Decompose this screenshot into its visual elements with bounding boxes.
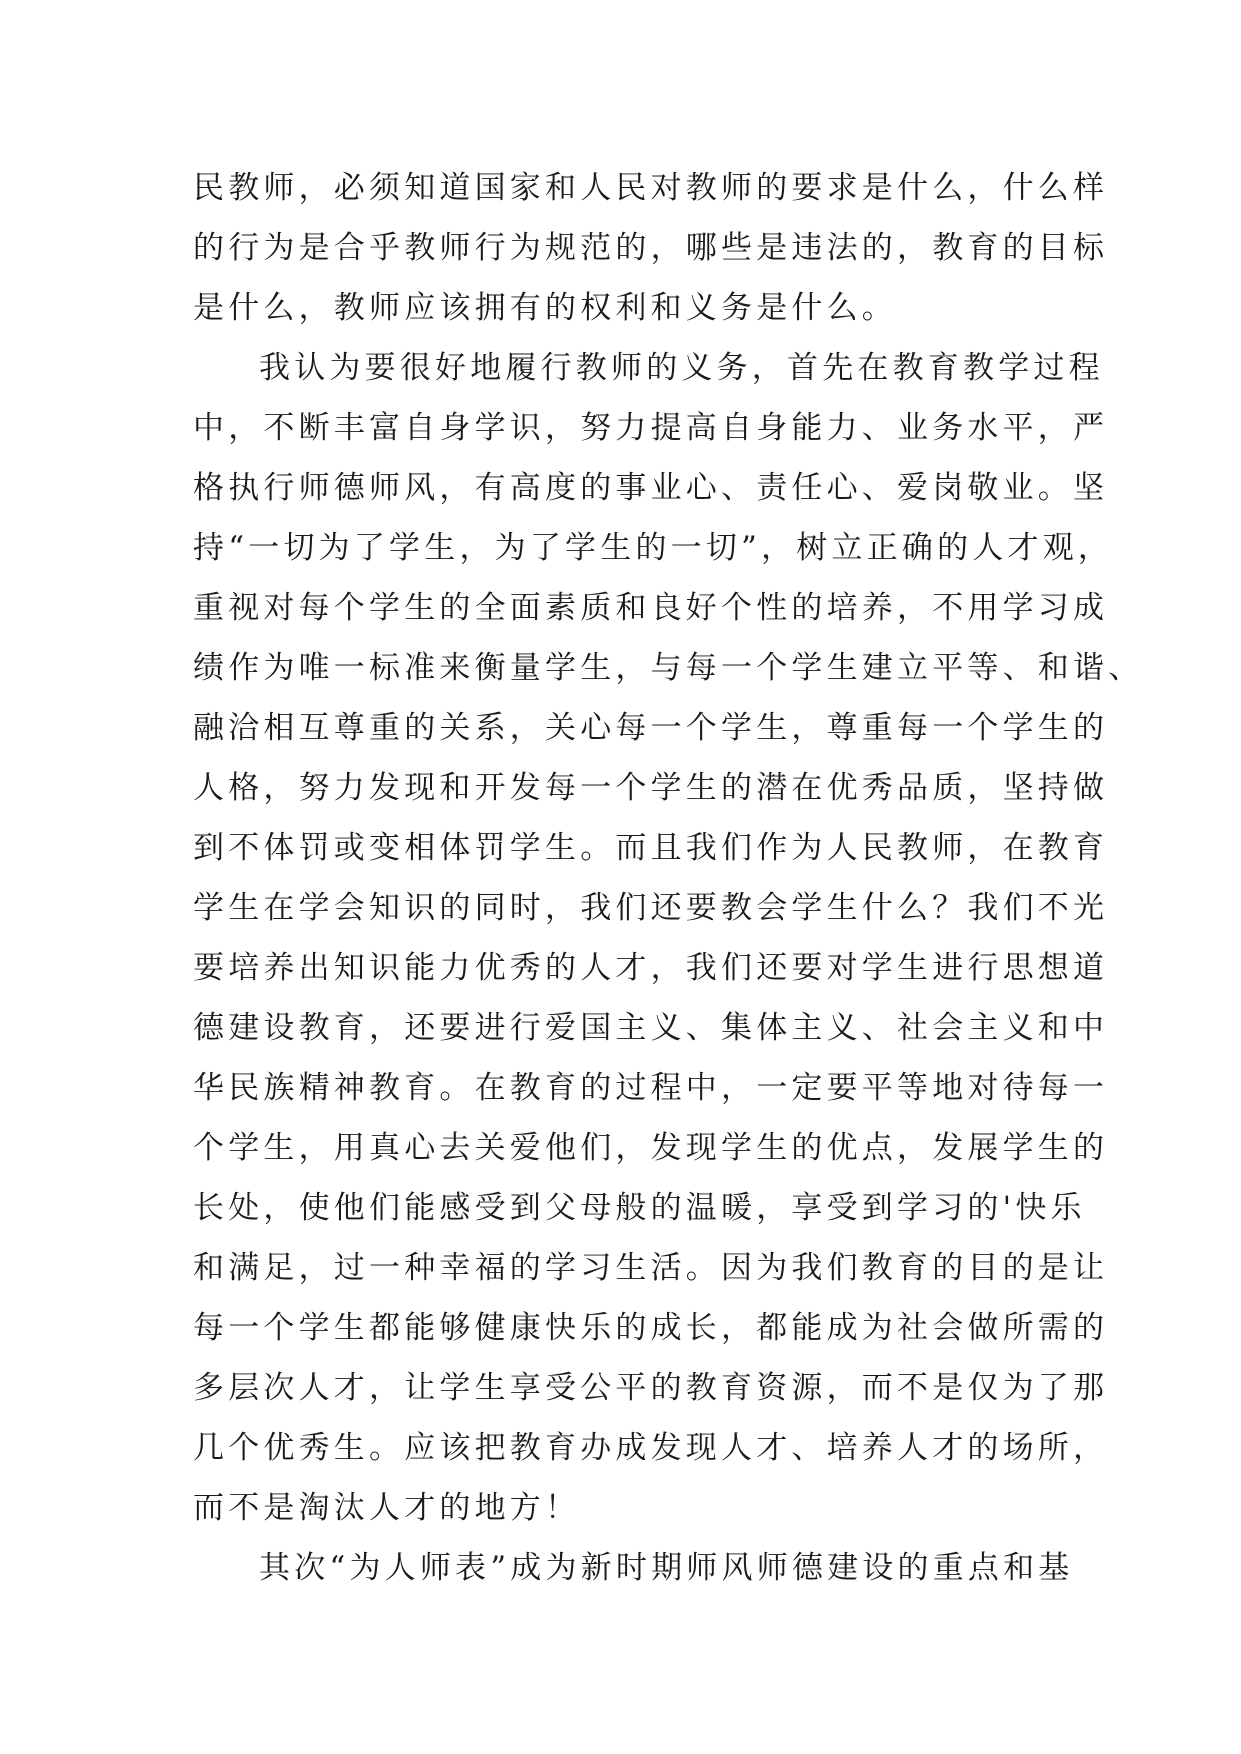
text-line: 个学生，用真心去关爱他们，发现学生的优点，发展学生的 [193, 1130, 1109, 1166]
text-line: 每一个学生都能够健康快乐的成长，都能成为社会做所需的 [193, 1310, 1109, 1346]
text-line: 和满足，过一种幸福的学习生活。因为我们教育的目的是让 [193, 1250, 1109, 1286]
text-line: 学生在学会知识的同时，我们还要教会学生什么？我们不光 [193, 890, 1109, 926]
body-text [193, 158, 1144, 1598]
text-line: 其次“为人师表”成为新时期师风师德建设的重点和基 [259, 1550, 1074, 1586]
text-line: 而不是淘汰人才的地方！ [193, 1490, 581, 1526]
text-line: 人格，努力发现和开发每一个学生的潜在优秀品质，坚持做 [193, 770, 1109, 806]
text-line: 重视对每个学生的全面素质和良好个性的培养，不用学习成 [193, 590, 1109, 626]
text-line: 中，不断丰富自身学识，努力提高自身能力、业务水平，严 [193, 410, 1109, 446]
text-line: 格执行师德师风，有高度的事业心、责任心、爱岗敬业。坚 [193, 470, 1109, 506]
text-line: 德建设教育，还要进行爱国主义、集体主义、社会主义和中 [193, 1010, 1109, 1046]
text-line: 华民族精神教育。在教育的过程中，一定要平等地对待每一 [193, 1070, 1109, 1106]
text-line: 到不体罚或变相体罚学生。而且我们作为人民教师，在教育 [193, 830, 1109, 866]
text-line: 长处，使他们能感受到父母般的温暖，享受到学习的'快乐 [193, 1190, 1086, 1226]
text-line: 绩作为唯一标准来衡量学生，与每一个学生建立平等、和谐、 [193, 650, 1144, 686]
text-line: 要培养出知识能力优秀的人才，我们还要对学生进行思想道 [193, 950, 1109, 986]
text-line: 是什么，教师应该拥有的权利和义务是什么。 [193, 290, 897, 326]
text-line: 多层次人才，让学生享受公平的教育资源，而不是仅为了那 [193, 1370, 1109, 1406]
text-line: 持“一切为了学生，为了学生的一切”，树立正确的人才观， [193, 530, 1114, 566]
text-line: 民教师，必须知道国家和人民对教师的要求是什么，什么样 [193, 170, 1109, 206]
text-line: 我认为要很好地履行教师的义务，首先在教育教学过程 [259, 350, 1104, 386]
text-line: 几个优秀生。应该把教育办成发现人才、培养人才的场所， [193, 1430, 1109, 1466]
text-line: 融洽相互尊重的关系，关心每一个学生，尊重每一个学生的 [193, 710, 1109, 746]
text-line: 的行为是合乎教师行为规范的，哪些是违法的，教育的目标 [193, 230, 1109, 266]
